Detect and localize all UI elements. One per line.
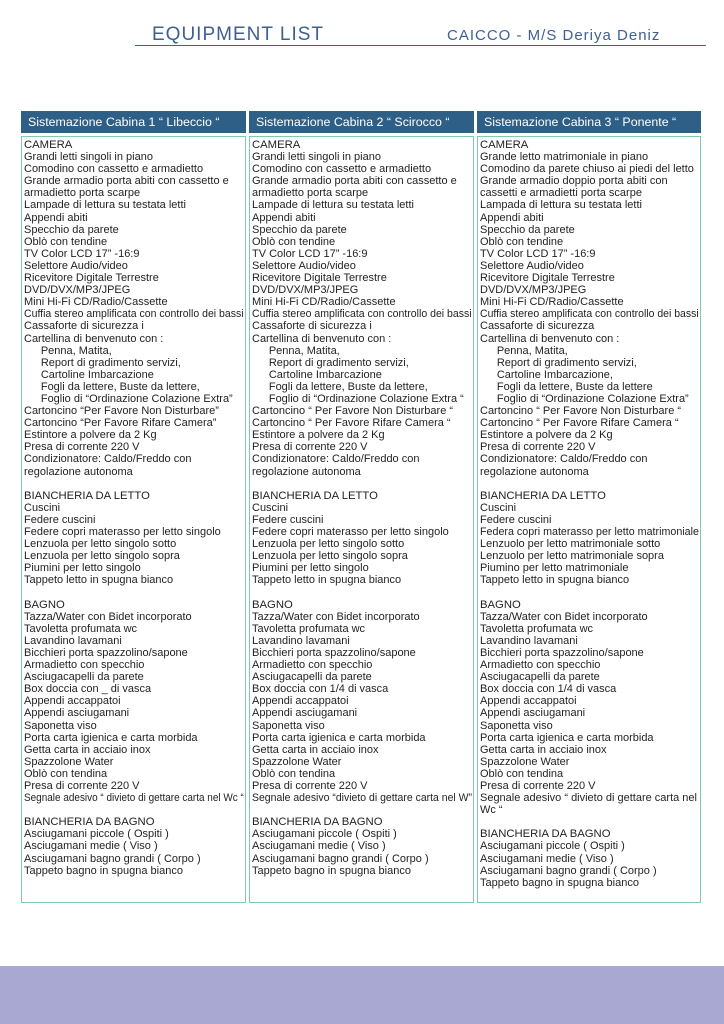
equipment-item: Spazzolone Water <box>252 755 342 768</box>
equipment-item: Ricevitore Digitale Terrestre <box>24 272 159 285</box>
equipment-item: Asciugamani bagno grandi ( Corpo ) <box>252 852 429 865</box>
sub-item: Fogli da lettere, Buste da lettere <box>496 380 653 393</box>
section-spacer <box>252 804 472 816</box>
equipment-item: Oblò con tendine <box>480 235 564 248</box>
equipment-item: Lavandino lavamani <box>24 634 122 647</box>
sub-item: Report di gradimento servizi, <box>268 356 409 369</box>
equipment-item: Box doccia con 1/4 di vasca <box>252 683 389 696</box>
equipment-item: Porta carta igienica e carta morbida <box>252 731 426 744</box>
equipment-item: Cartoncino “ Per Favore Non Disturbare “ <box>480 405 682 418</box>
cabin-column-1 <box>21 111 246 903</box>
sub-item: Fogli da lettere, Buste da lettere, <box>268 380 428 393</box>
equipment-item: Cuscini <box>24 501 61 514</box>
equipment-item: Grande letto matrimoniale in piano <box>480 151 649 164</box>
equipment-item: Estintore a polvere da 2 Kg <box>480 429 613 442</box>
equipment-item: Tavoletta profumata wc <box>252 622 366 635</box>
equipment-item: Asciugamani piccole ( Ospiti ) <box>24 828 169 841</box>
equipment-item: Cassaforte di sicurezza i <box>24 320 144 333</box>
equipment-item: Ricevitore Digitale Terrestre <box>252 272 387 285</box>
equipment-item: Saponetta viso <box>24 719 97 732</box>
sub-item: Foglio di “Ordinazione Colazione Extra” <box>40 392 233 405</box>
equipment-item: Presa di corrente 220 V <box>480 779 596 792</box>
equipment-item: Presa di corrente 220 V <box>252 779 368 792</box>
equipment-item: Federe cuscini <box>24 513 96 526</box>
equipment-item: Selettore Audio/video <box>252 259 356 272</box>
equipment-item: regolazione autonoma <box>480 465 589 478</box>
equipment-item: Specchio da parete <box>252 223 347 236</box>
equipment-item: Cartellina di benvenuto con : <box>480 332 620 345</box>
section-heading: BIANCHERIA DA BAGNO <box>24 816 155 829</box>
equipment-item: Oblò con tendina <box>24 767 108 780</box>
sub-item: Penna, Matita, <box>496 344 568 357</box>
equipment-item: Appendi asciugamani <box>480 707 586 720</box>
section-spacer <box>480 478 699 490</box>
section-heading: BIANCHERIA DA BAGNO <box>252 816 383 829</box>
equipment-item: Segnale adesivo “ divieto di gettare carta nel <box>480 792 697 805</box>
equipment-item: Appendi asciugamani <box>24 707 130 720</box>
sub-item: Fogli da lettere, Buste da lettere, <box>40 380 200 393</box>
equipment-item: Piumini per letto singolo <box>24 562 141 575</box>
equipment-item: Oblò con tendine <box>24 235 108 248</box>
equipment-item: Mini Hi-Fi CD/Radio/Cassette <box>480 296 624 309</box>
equipment-item: Oblò con tendine <box>252 235 336 248</box>
equipment-item: Spazzolone Water <box>24 755 114 768</box>
equipment-item: Lavandino lavamani <box>480 634 578 647</box>
section-heading: BAGNO <box>480 598 521 611</box>
section-spacer <box>480 586 699 598</box>
equipment-item: Getta carta in acciaio inox <box>480 743 607 756</box>
equipment-item: Asciugamani medie ( Viso ) <box>480 852 614 865</box>
equipment-item: Wc “ <box>480 804 503 817</box>
equipment-item: Lenzuola per letto singolo sopra <box>24 550 180 563</box>
equipment-item: Tappeto letto in spugna bianco <box>480 574 630 587</box>
equipment-item: Appendi asciugamani <box>252 707 358 720</box>
section-spacer <box>480 816 699 828</box>
equipment-item: Tazza/Water con Bidet incorporato <box>24 610 192 623</box>
equipment-item: Armadietto con specchio <box>252 659 373 672</box>
equipment-item: TV Color LCD 17” -16:9 <box>480 247 596 260</box>
equipment-item: Asciugamani bagno grandi ( Corpo ) <box>480 864 657 877</box>
sub-item: Foglio di “Ordinazione Colazione Extra “ <box>268 392 464 405</box>
cabin-3-list <box>480 139 701 889</box>
equipment-item: Tappeto letto in spugna bianco <box>24 574 174 587</box>
equipment-item: Cuscini <box>480 501 517 514</box>
equipment-item: Lampade di lettura su testata letti <box>252 199 414 212</box>
equipment-item: DVD/DVX/MP3/JPEG <box>252 284 359 297</box>
section-spacer <box>24 478 244 490</box>
equipment-item: Cassaforte di sicurezza i <box>252 320 372 333</box>
equipment-item: Comodino da parete chiuso ai piedi del letto <box>480 163 694 176</box>
equipment-item: Tappeto bagno in spugna bianco <box>252 864 411 877</box>
equipment-item: Condizionatore: Caldo/Freddo con <box>252 453 420 466</box>
equipment-item: Asciugamani bagno grandi ( Corpo ) <box>24 852 201 865</box>
yacht-name: CAICCO - M/S Deriya Deniz <box>447 27 661 44</box>
equipment-item: Cuffia stereo amplificata con controllo dei bassi <box>480 308 699 321</box>
equipment-item: Tappeto bagno in spugna bianco <box>24 864 183 877</box>
title-underline <box>135 45 706 46</box>
cabin-column-2 <box>249 111 474 903</box>
equipment-item: Presa di corrente 220 V <box>24 779 140 792</box>
equipment-item: Getta carta in acciaio inox <box>24 743 151 756</box>
equipment-item: Lenzuolo per letto matrimoniale sopra <box>480 550 664 563</box>
equipment-item: Oblò con tendina <box>480 767 564 780</box>
equipment-item: Porta carta igienica e carta morbida <box>480 731 654 744</box>
equipment-item: Oblò con tendina <box>252 767 336 780</box>
equipment-item: Condizionatore: Caldo/Freddo con <box>24 453 192 466</box>
equipment-item: Federa copri materasso per letto matrimoniale <box>480 526 699 538</box>
equipment-item: Lenzuolo per letto matrimoniale sotto <box>480 538 661 551</box>
equipment-item: armadietto porta scarpe <box>252 187 369 200</box>
equipment-item: regolazione autonoma <box>252 465 361 478</box>
equipment-item: Appendi abiti <box>24 211 88 224</box>
equipment-item: Saponetta viso <box>480 719 553 732</box>
equipment-item: Lampade di lettura su testata letti <box>24 199 186 212</box>
equipment-item: Lavandino lavamani <box>252 634 350 647</box>
equipment-item: Selettore Audio/video <box>24 259 128 272</box>
equipment-item: Box doccia con _ di vasca <box>24 683 152 696</box>
equipment-item: Asciugacapelli da parete <box>24 671 144 684</box>
sub-item: Report di gradimento servizi, <box>496 356 637 369</box>
equipment-item: Getta carta in acciaio inox <box>252 743 379 756</box>
equipment-item: Cuffia stereo amplificata con controllo dei bassi <box>252 308 472 321</box>
equipment-item: DVD/DVX/MP3/JPEG <box>480 284 587 297</box>
cabin-1-list <box>24 139 246 877</box>
equipment-item: Bicchieri porta spazzolino/sapone <box>252 646 416 659</box>
equipment-item: Presa di corrente 220 V <box>252 441 368 454</box>
sub-item: Report di gradimento servizi, <box>40 356 181 369</box>
equipment-item: Federe cuscini <box>252 513 324 526</box>
equipment-item: Comodino con cassetto e armadietto <box>252 163 432 176</box>
equipment-item: Mini Hi-Fi CD/Radio/Cassette <box>252 296 396 309</box>
cabin-2-heading: Sistemazione Cabina 2 “ Scirocco “ <box>249 111 474 133</box>
equipment-item: Cuffia stereo amplificata con controllo dei bassi <box>24 308 244 321</box>
equipment-item: Appendi abiti <box>252 211 316 224</box>
equipment-item: Bicchieri porta spazzolino/sapone <box>24 646 188 659</box>
equipment-item: Asciugamani medie ( Viso ) <box>252 840 386 853</box>
equipment-item: TV Color LCD 17” -16:9 <box>252 247 368 260</box>
equipment-item: Tazza/Water con Bidet incorporato <box>252 610 420 623</box>
equipment-item: Cartoncino “ Per Favore Rifare Camera “ <box>252 417 451 430</box>
section-heading: CAMERA <box>480 139 529 151</box>
equipment-item: Segnale adesivo “ divieto di gettare carta nel Wc “ <box>24 792 244 805</box>
equipment-item: Appendi accappatoi <box>480 695 577 708</box>
equipment-item: Asciugacapelli da parete <box>252 671 372 684</box>
equipment-item: Specchio da parete <box>480 223 575 236</box>
equipment-item: Mini Hi-Fi CD/Radio/Cassette <box>24 296 168 309</box>
sub-item: Cartoline Imbarcazione <box>40 368 154 381</box>
equipment-item: Armadietto con specchio <box>24 659 145 672</box>
equipment-item: Presa di corrente 220 V <box>24 441 140 454</box>
section-heading: CAMERA <box>24 139 73 151</box>
equipment-item: Saponetta viso <box>252 719 325 732</box>
equipment-item: Estintore a polvere da 2 Kg <box>252 429 385 442</box>
equipment-item: Comodino con cassetto e armadietto <box>24 163 204 176</box>
equipment-item: Cartoncino “ Per Favore Non Disturbare “ <box>252 405 454 418</box>
equipment-item: Cassaforte di sicurezza <box>480 320 595 333</box>
equipment-item: Grandi letti singoli in piano <box>24 151 153 164</box>
equipment-item: Lampada di lettura su testata letti <box>480 199 642 212</box>
equipment-item: Tavoletta profumata wc <box>24 622 138 635</box>
equipment-item: Federe copri materasso per letto singolo <box>252 526 449 538</box>
equipment-item: Cartellina di benvenuto con : <box>24 332 164 345</box>
equipment-item: Grande armadio doppio porta abiti con <box>480 175 668 188</box>
equipment-item: Bicchieri porta spazzolino/sapone <box>480 646 644 659</box>
cabin-2-list <box>252 139 474 877</box>
equipment-item: Asciugamani piccole ( Ospiti ) <box>252 828 397 841</box>
section-spacer <box>252 478 472 490</box>
equipment-item: Federe cuscini <box>480 513 552 526</box>
sub-item: Cartoline Imbarcazione <box>268 368 382 381</box>
page-title: EQUIPMENT LIST <box>152 24 325 45</box>
equipment-item: Appendi accappatoi <box>252 695 349 708</box>
sub-item: Cartoline Imbarcazione, <box>496 368 613 381</box>
equipment-item: Tazza/Water con Bidet incorporato <box>480 610 648 623</box>
equipment-item: Tappeto bagno in spugna bianco <box>480 876 639 889</box>
equipment-item: Cartellina di benvenuto con : <box>252 332 392 345</box>
equipment-item: Box doccia con 1/4 di vasca <box>480 683 617 696</box>
equipment-item: Tavoletta profumata wc <box>480 622 594 635</box>
section-spacer <box>24 586 244 598</box>
equipment-item: Grande armadio porta abiti con cassetto e <box>24 175 229 188</box>
equipment-item: Porta carta igienica e carta morbida <box>24 731 198 744</box>
equipment-item: Asciugamani medie ( Viso ) <box>24 840 158 853</box>
equipment-item: regolazione autonoma <box>24 465 133 478</box>
equipment-item: Grandi letti singoli in piano <box>252 151 381 164</box>
equipment-item: Lenzuola per letto singolo sopra <box>252 550 408 563</box>
equipment-item: Condizionatore: Caldo/Freddo con <box>480 453 648 466</box>
equipment-item: Federe copri materasso per letto singolo <box>24 526 221 538</box>
equipment-item: Tappeto letto in spugna bianco <box>252 574 402 587</box>
equipment-item: Cuscini <box>252 501 289 514</box>
sub-item: Penna, Matita, <box>40 344 112 357</box>
section-heading: BIANCHERIA DA LETTO <box>252 489 378 502</box>
equipment-item: Piumino per letto matrimoniale <box>480 562 629 575</box>
equipment-item: Cartoncino “Per Favore Non Disturbare” <box>24 405 219 418</box>
section-heading: BAGNO <box>252 598 293 611</box>
equipment-item: Estintore a polvere da 2 Kg <box>24 429 157 442</box>
equipment-item: armadietto porta scarpe <box>24 187 141 200</box>
equipment-item: Grande armadio porta abiti con cassetto e <box>252 175 457 188</box>
section-heading: BIANCHERIA DA LETTO <box>480 489 606 502</box>
equipment-item: Cartoncino “Per Favore Rifare Camera” <box>24 417 217 430</box>
footer-band <box>0 966 724 1024</box>
cabin-1-heading: Sistemazione Cabina 1 “ Libeccio “ <box>21 111 246 133</box>
equipment-item: Spazzolone Water <box>480 755 570 768</box>
section-heading: BAGNO <box>24 598 65 611</box>
equipment-item: cassetti e armadietti porta scarpe <box>480 187 642 200</box>
equipment-item: Armadietto con specchio <box>480 659 601 672</box>
equipment-item: Piumini per letto singolo <box>252 562 369 575</box>
equipment-item: Lenzuola per letto singolo sotto <box>24 538 177 551</box>
equipment-item: Cartoncino “ Per Favore Rifare Camera “ <box>480 417 679 430</box>
section-heading: BIANCHERIA DA BAGNO <box>480 828 611 841</box>
equipment-item: Segnale adesivo “divieto di gettare carta nel W” <box>252 792 473 805</box>
section-spacer <box>24 804 244 816</box>
equipment-item: DVD/DVX/MP3/JPEG <box>24 284 131 297</box>
cabin-3-heading: Sistemazione Cabina 3 “ Ponente “ <box>477 111 701 133</box>
equipment-item: Ricevitore Digitale Terrestre <box>480 272 615 285</box>
equipment-item: Selettore Audio/video <box>480 259 584 272</box>
equipment-item: Appendi abiti <box>480 211 544 224</box>
equipment-item: Lenzuola per letto singolo sotto <box>252 538 405 551</box>
cabin-column-3 <box>477 111 701 903</box>
equipment-item: Presa di corrente 220 V <box>480 441 596 454</box>
section-heading: CAMERA <box>252 139 301 151</box>
equipment-item: Asciugacapelli da parete <box>480 671 600 684</box>
equipment-item: Appendi accappatoi <box>24 695 121 708</box>
equipment-item: TV Color LCD 17” -16:9 <box>24 247 140 260</box>
sub-item: Foglio di “Ordinazione Colazione Extra” <box>496 392 689 405</box>
section-spacer <box>252 586 472 598</box>
equipment-item: Asciugamani piccole ( Ospiti ) <box>480 840 625 853</box>
equipment-item: Specchio da parete <box>24 223 119 236</box>
section-heading: BIANCHERIA DA LETTO <box>24 489 150 502</box>
sub-item: Penna, Matita, <box>268 344 340 357</box>
